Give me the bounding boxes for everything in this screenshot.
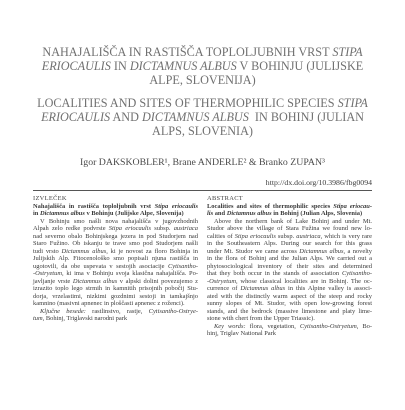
text-segment: subsp. (150, 225, 174, 232)
text-segment: , ki je novost za floro Bohinja in (106, 247, 198, 255)
text-segment: , a novelty (343, 247, 373, 255)
text-segment: -Ostryetum (207, 277, 236, 285)
text-segment: nad severno obalo Bohinjskega jezera in pod Studorjem nad (33, 232, 198, 240)
abstract-body-line (207, 263, 372, 271)
text-segment: DICTAMNUS ALBUS (141, 110, 249, 124)
doi-link[interactable]: http://dx.doi.org/10.3986/fbg0094 (265, 178, 372, 187)
title-english (0, 96, 405, 138)
abstract-body-line (207, 255, 372, 263)
text-segment: ERIOCAULIS (41, 110, 111, 124)
text-segment: kamnino (masivni apnenec in ploščasti apnenec z roženci). (33, 300, 185, 307)
text-segment: subsp. (275, 232, 297, 240)
title-line (0, 59, 405, 73)
abstract-body (33, 218, 198, 308)
text-segment: izrazito toplo lego strmih in kamnitih prisojnih pobočij Stu- (33, 285, 198, 292)
text-segment: IN (110, 59, 130, 73)
text-segment: stone with chert from the Upper Triassic). (207, 315, 315, 322)
abstract-body-line (33, 278, 198, 286)
abstract-title-line (207, 203, 372, 211)
text-segment: Dictamnus albus (39, 210, 85, 217)
text-segment: Cytisantho-Ostrye- (148, 307, 199, 315)
text-segment: STIPA (332, 45, 363, 59)
text-segment: in this Alpine valley is associ- (285, 285, 372, 292)
text-segment: , Bo- (356, 322, 373, 330)
abstract-body-line (33, 300, 198, 308)
abstract-body-line (207, 233, 372, 241)
abstract-body-line (207, 218, 372, 226)
abstract-body-line (207, 270, 372, 278)
text-segment: calities of (207, 232, 235, 240)
text-segment: AND (110, 110, 142, 124)
abstract-title (33, 203, 198, 218)
text-segment: Dictamnus albus (61, 247, 107, 255)
text-segment: currence of (207, 285, 241, 292)
title-line (0, 96, 405, 110)
text-segment: in the Southeastern Alps. During our search for this grass (207, 240, 372, 247)
text-segment: , which is very rare (320, 232, 373, 240)
abstract-body-line (33, 293, 198, 301)
abstract-body-line (207, 225, 372, 233)
abstract-title-line (207, 210, 372, 218)
abstract-title (207, 203, 372, 218)
text-segment: Staro Fužino. Ob iskanju te trave smo pod Studorjem našli (33, 240, 198, 247)
keywords (33, 308, 198, 323)
abstract-slovenian (33, 195, 198, 323)
text-segment: Nahajališča in rastišča toploljubnih vrst (33, 202, 155, 210)
section-heading: ABSTRACT (207, 195, 244, 202)
text-segment: and (213, 210, 227, 217)
abstract-body-line (33, 225, 198, 233)
text-segment: Cytisantho- (167, 262, 198, 270)
text-segment: Localities and sites of thermophilic species (207, 202, 334, 210)
text-segment: Dictamnus albus (299, 247, 344, 255)
section-heading: IZVLEČEK (33, 195, 67, 202)
text-segment: Stipa eriocaulis (108, 225, 151, 232)
keywords (207, 323, 372, 338)
text-segment: lis (207, 210, 214, 217)
abstract-body (207, 218, 372, 323)
text-segment: ALPS, SLOVENIA) (152, 124, 253, 138)
abstract-body-line (207, 293, 372, 301)
abstract-body-line (207, 308, 372, 316)
abstract-title-line (33, 210, 198, 218)
text-segment: , ki ima v Bohinju svoja klasična nahajališča. Po- (61, 270, 198, 277)
text-segment: javljanje vrste (33, 277, 73, 285)
author-list: Igor DAKSKOBLER¹, Brane ANDERLE² & Branko ZUPAN³ (80, 157, 325, 168)
abstract-body-line (207, 278, 372, 286)
abstract-body-line (33, 218, 198, 226)
text-segment: rastlinstvo, rastje, (85, 307, 149, 315)
text-segment: hinj, Triglav National Park (207, 330, 277, 337)
text-segment: in the flora of Bohinj and the Julian Alps. We carried out a (207, 255, 372, 262)
text-segment: IN BOHINJ (JULIAN (248, 110, 364, 124)
text-segment: sunny slopes of Mt. Studor, with open low-growing forest (207, 300, 372, 307)
text-segment: austriaca (173, 225, 199, 232)
text-segment: , Bohinj, Triglavski narodni park (42, 315, 128, 322)
text-segment: that they both occur in the stands of association (207, 270, 342, 277)
text-segment: Cytisantho- (341, 270, 372, 277)
text-segment: ERIOCAULIS (41, 59, 111, 73)
abstract-body-line (33, 270, 198, 278)
text-segment: tudi vrsto (33, 247, 62, 255)
abstract-title-line (33, 203, 198, 211)
abstract-english (207, 195, 372, 338)
title-line (0, 124, 405, 138)
text-segment: LOCALITIES AND SITES OF THERMOPHILIC SPECIES (37, 96, 338, 110)
title-slovenian (0, 45, 405, 87)
text-segment: in (33, 210, 40, 217)
text-segment: , whose classical localities are in Bohinj. The oc- (235, 277, 372, 285)
text-segment: Ključne besede: (40, 307, 86, 315)
title-line (0, 73, 405, 87)
abstract-body-line (207, 315, 372, 323)
text-segment: NAHAJALIŠČA IN RASTIŠČA TOPLOLJUBNIH VRST (42, 45, 333, 59)
text-segment: Studor above the village of Stara Fužina we found new lo- (207, 225, 372, 232)
text-segment: Stipa eriocaulis (154, 202, 198, 210)
text-segment: austriaca (296, 232, 321, 240)
text-segment: ated with the distinctly warm aspect of the steep and rocky (207, 292, 372, 300)
text-segment: v Bohinju (Julijske Alpe, Slovenija) (84, 210, 184, 217)
abstract-body-line (33, 263, 198, 271)
text-segment: V BOHINJU (JULIJSKE (236, 59, 364, 73)
keywords-line (33, 308, 198, 316)
text-segment: Key words: (214, 322, 246, 330)
text-segment: in Bohinj (Julian Alps, Slovenia) (271, 210, 363, 217)
text-segment: stands, and the bedrock (massive limestone and platy lime- (207, 307, 372, 315)
text-segment: v alpski dolini povezujemo z (117, 277, 199, 285)
text-segment: Dictamnus albus (240, 285, 286, 292)
separator-line (33, 190, 372, 191)
text-segment: ALPE, SLOVENIJA) (149, 73, 256, 87)
abstract-body-line (207, 248, 372, 256)
text-segment: ugotovili, da obe uspevata v sestojih asociacije (33, 262, 168, 270)
text-segment: dorja, vrzelastimi, nizkimi gozdnimi sestoji in tamkajšnjo (33, 292, 198, 300)
title-line (0, 110, 405, 124)
text-segment: DICTAMNUS ALBUS (129, 59, 237, 73)
keywords-line (207, 330, 372, 338)
text-segment: Cytisantho-Ostryetum (299, 322, 357, 330)
abstract-body-line (207, 300, 372, 308)
text-segment: -Ostryetum (33, 270, 62, 277)
text-segment: STIPA (337, 96, 368, 110)
text-segment: Stipa eriocau- (333, 202, 372, 210)
keywords-line (33, 315, 198, 323)
text-segment: Julijskih Alp. Fitocenološko smo popisali njuna rastišča in (33, 255, 198, 262)
abstract-body-line (33, 240, 198, 248)
text-segment: V Bohinju smo našli nova nahajališča v jugovzhodnih (40, 217, 198, 225)
text-segment: Alpah zelo redke podvrste (33, 225, 109, 232)
text-segment: flora, vegetation, (245, 322, 300, 330)
text-segment: Stipa eriocaulis (234, 232, 276, 240)
abstract-body-line (33, 285, 198, 293)
abstract-body-line (207, 285, 372, 293)
text-segment: under Mt. Studor we came across (207, 247, 300, 255)
abstract-body-line (207, 240, 372, 248)
keywords-line (207, 323, 372, 331)
text-segment: tum (33, 315, 43, 322)
text-segment: Dictamnus albus (226, 210, 272, 217)
abstract-body-line (33, 233, 198, 241)
title-line (0, 45, 405, 59)
text-segment: phytosociological inventory of their sites and determined (207, 262, 372, 270)
abstract-body-line (33, 248, 198, 256)
text-segment: Above the northern bank of Lake Bohinj and under Mt. (214, 217, 372, 225)
abstract-body-line (33, 255, 198, 263)
text-segment: Dictamnus albus (72, 277, 118, 285)
